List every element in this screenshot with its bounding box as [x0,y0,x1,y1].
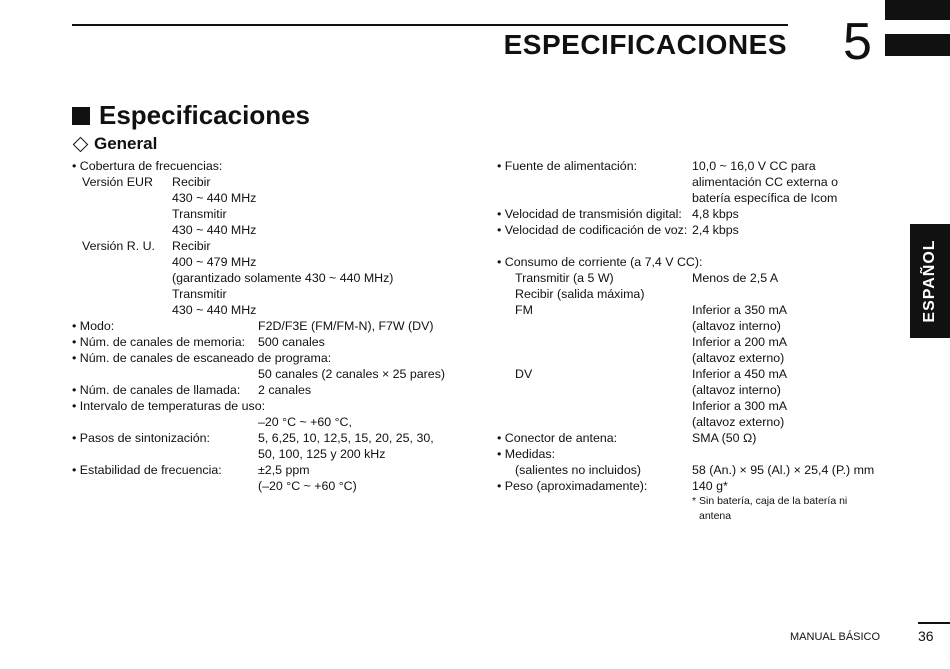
section-title-text: Especificaciones [99,100,310,130]
spec-value: (garantizado solamente 430 ~ 440 MHz) [172,271,394,285]
spec-row [497,478,907,494]
spec-value: 430 ~ 440 MHz [172,303,257,317]
spec-row [497,158,907,174]
spec-row [497,190,907,206]
spec-value: (–20 °C ~ +60 °C) [258,479,357,493]
spec-row [497,302,907,318]
spec-label: • Núm. de canales de llamada: [72,383,241,397]
spec-row [72,286,492,302]
section-title [72,100,310,131]
spec-value: 50, 100, 125 y 200 kHz [258,447,386,461]
black-square-icon [72,107,90,125]
spec-column-right [497,158,907,524]
spec-value: F2D/F3E (FM/FM-N), F7W (DV) [258,319,434,333]
spec-value: 140 g* [692,479,728,493]
spec-value: Inferior a 200 mA [692,335,788,349]
spec-row [497,206,907,222]
spec-row [497,270,907,286]
spec-value: Recibir [172,239,211,253]
footer-rule [918,622,950,624]
spec-row [72,206,492,222]
spec-value: (altavoz externo) [692,415,785,429]
spec-row [497,318,907,334]
spec-label: • Modo: [72,319,115,333]
spec-row [497,430,907,446]
spec-value: Transmitir [172,207,227,221]
spec-row [497,446,907,462]
chapter-number: 5 [843,13,872,71]
spec-column-left [72,158,492,494]
spec-row [72,270,492,286]
spec-row [497,366,907,382]
spec-row [497,238,907,254]
spec-sublabel: DV [515,367,533,381]
chapter-bar-bottom [885,34,950,56]
spec-label: • Conector de antena: [497,431,618,445]
spec-row [497,462,907,478]
spec-value: batería específica de Icom [692,191,838,205]
subsection-title [72,134,157,154]
spec-label: • Estabilidad de frecuencia: [72,463,222,477]
spec-row [72,478,492,494]
spec-value: 430 ~ 440 MHz [172,223,257,237]
spec-row [72,190,492,206]
spec-label: • Consumo de corriente (a 7,4 V CC): [497,255,703,269]
spec-value: Inferior a 300 mA [692,399,788,413]
spec-label: • Pasos de sintonización: [72,431,210,445]
chapter-bar-top [885,0,950,20]
spec-row [72,254,492,270]
spec-value: 2 canales [258,383,312,397]
spec-value: 5, 6,25, 10, 12,5, 15, 20, 25, 30, [258,431,434,445]
spec-value: SMA (50 Ω) [692,431,757,445]
spec-value: 430 ~ 440 MHz [172,191,257,205]
spec-row [497,334,907,350]
language-tab-label: ESPAÑOL [921,239,938,323]
spec-value: 10,0 ~ 16,0 V CC para [692,159,816,173]
spec-label: • Fuente de alimentación: [497,159,638,173]
spec-row [72,350,492,366]
spec-value: Inferior a 350 mA [692,303,788,317]
manual-label: MANUAL BÁSICO [790,631,881,643]
spec-label: • Núm. de canales de memoria: [72,335,246,349]
footnote-line [497,509,907,524]
header-rule [72,24,788,26]
spec-sublabel: (salientes no incluidos) [515,463,642,477]
spec-value: –20 °C ~ +60 °C, [258,415,352,429]
spec-sublabel: Recibir (salida máxima) [515,287,645,301]
spec-label: • Núm. de canales de escaneado de programa: [72,351,332,365]
spec-row [72,398,492,414]
spec-value: Menos de 2,5 A [692,271,779,285]
spec-value: (altavoz externo) [692,351,785,365]
spec-label: • Velocidad de codificación de voz: [497,223,688,237]
spec-row [72,334,492,350]
spec-row [497,398,907,414]
spec-row [72,318,492,334]
spec-value: 2,4 kbps [692,223,739,237]
spec-label: • Medidas: [497,447,556,461]
page-number: 36 [918,628,934,644]
spec-row [72,382,492,398]
spec-sublabel: FM [515,303,533,317]
spec-sublabel: Versión R. U. [82,239,155,253]
spec-row [72,430,492,446]
footnote-text: * Sin batería, caja de la batería ni [692,495,848,507]
spec-row [72,222,492,238]
chapter-title: ESPECIFICACIONES [503,29,787,60]
spec-row [72,366,492,382]
spec-value: 4,8 kbps [692,207,739,221]
spec-row [72,302,492,318]
spec-value: 50 canales (2 canales × 25 pares) [258,367,446,381]
language-tab[interactable] [910,224,950,338]
spec-row [497,254,907,270]
spec-label: • Cobertura de frecuencias: [72,159,223,173]
spec-value: ±2,5 ppm [258,463,310,477]
spec-row [72,174,492,190]
spec-row [72,414,492,430]
spec-label: • Peso (aproximadamente): [497,479,648,493]
spec-row [497,414,907,430]
spec-value: alimentación CC externa o [692,175,839,189]
spec-row [497,222,907,238]
spec-row [497,382,907,398]
spec-row [497,174,907,190]
spec-sublabel: Versión EUR [82,175,153,189]
spec-row [72,446,492,462]
spec-value: 500 canales [258,335,325,349]
spec-row [72,158,492,174]
footnote-text: antena [699,510,732,522]
spec-sublabel: Transmitir (a 5 W) [515,271,614,285]
spec-value: Inferior a 450 mA [692,367,788,381]
spec-value: 58 (An.) × 95 (Al.) × 25,4 (P.) mm [692,463,875,477]
spec-value: (altavoz interno) [692,319,781,333]
spec-value: Transmitir [172,287,227,301]
spec-row [72,238,492,254]
diamond-icon [73,136,89,152]
spec-value: 400 ~ 479 MHz [172,255,257,269]
subsection-title-text: General [94,134,158,153]
spec-value: Recibir [172,175,211,189]
footnote-line [497,494,907,509]
spec-row [497,286,907,302]
spec-label: • Velocidad de transmisión digital: [497,207,682,221]
spec-row [497,350,907,366]
spec-row [72,462,492,478]
spec-value: (altavoz interno) [692,383,781,397]
spec-label: • Intervalo de temperaturas de uso: [72,399,266,413]
